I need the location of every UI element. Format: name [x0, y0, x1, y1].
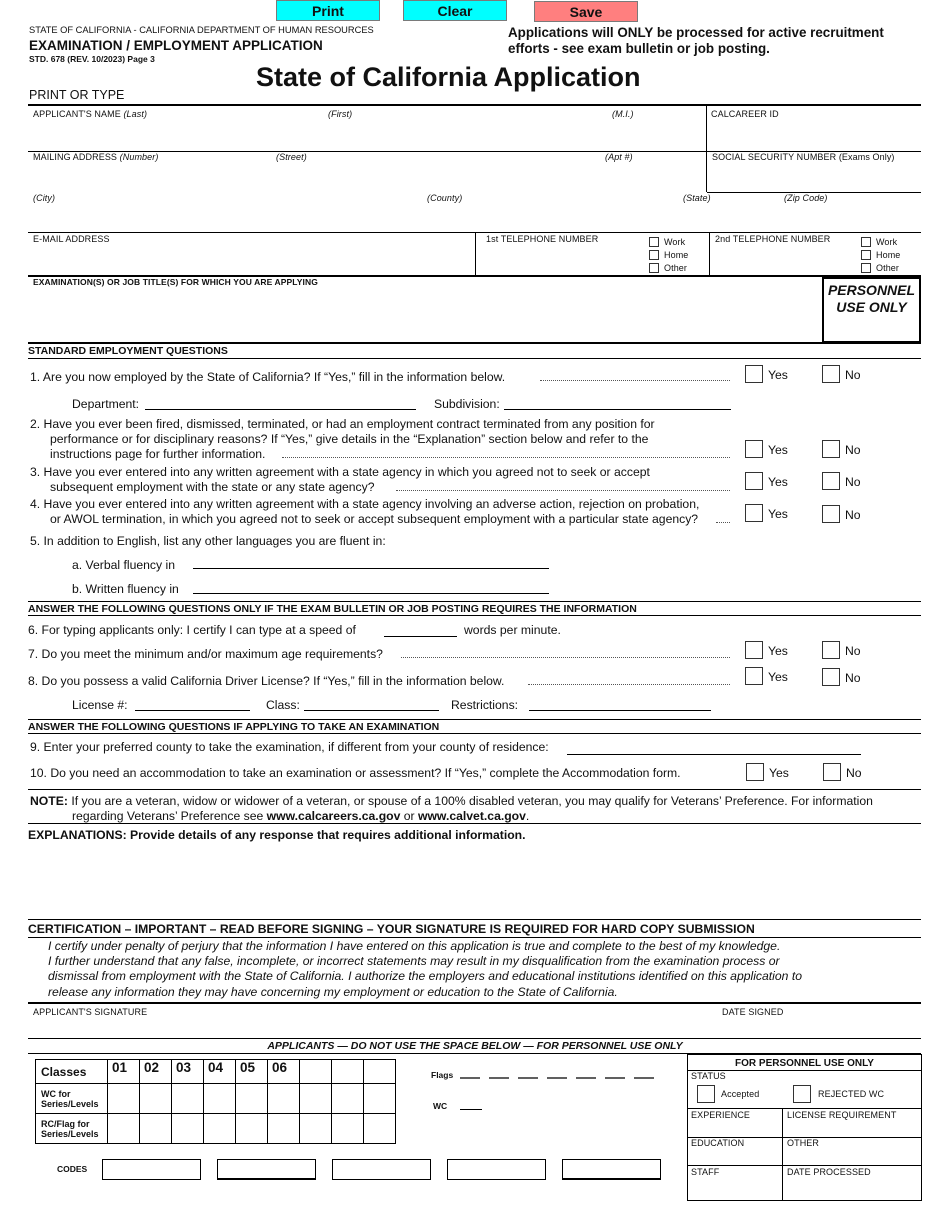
- question-1: 1. Are you now employed by the State of California? If “Yes,” fill in the information below.: [30, 370, 506, 384]
- status-label: STATUS: [691, 1071, 726, 1081]
- calvet-link[interactable]: www.calvet.ca.gov: [417, 809, 526, 823]
- phone2-other-checkbox[interactable]: [861, 263, 871, 273]
- mailing-address-input[interactable]: [30, 165, 704, 189]
- exam-titles-input[interactable]: [30, 290, 820, 338]
- email-label: E-MAIL ADDRESS: [33, 234, 110, 244]
- calcareers-link[interactable]: www.calcareers.ca.gov: [266, 809, 401, 823]
- phone1-other-checkbox[interactable]: [649, 263, 659, 273]
- codes-label: CODES: [57, 1164, 88, 1174]
- rc-flag-label: RC/Flag for Series/Levels: [36, 1114, 108, 1144]
- question-4-line2: or AWOL termination, in which you agreed not to seek or accept subsequent employment with a particular state agency?: [50, 512, 699, 526]
- class-extra-1: [300, 1060, 332, 1084]
- explanations-header: EXPLANATIONS: Provide details of any response that requires additional information.: [28, 828, 526, 842]
- question-6-suffix: words per minute.: [464, 623, 561, 637]
- phone2-work-checkbox[interactable]: [861, 237, 871, 247]
- phone2-input[interactable]: [712, 246, 857, 272]
- county-label: (County): [427, 193, 463, 203]
- staff-label: STAFF: [691, 1167, 720, 1177]
- date-processed-label: DATE PROCESSED: [787, 1167, 871, 1177]
- first-name-label: (First): [328, 109, 353, 119]
- license-number-label: License #:: [72, 698, 128, 712]
- verbal-fluency-input[interactable]: [193, 568, 549, 569]
- q4-no-checkbox[interactable]: [822, 505, 840, 523]
- experience-label: EXPERIENCE: [691, 1110, 751, 1120]
- class-04: 04: [204, 1060, 236, 1084]
- applicant-name-label: APPLICANT'S NAME (Last): [33, 109, 148, 119]
- q8-no-checkbox[interactable]: [822, 668, 840, 686]
- q10-no-label: No: [846, 766, 862, 780]
- email-input[interactable]: [30, 246, 472, 272]
- wc-label: WC: [433, 1101, 448, 1111]
- form-type: EXAMINATION / EMPLOYMENT APPLICATION: [29, 38, 323, 53]
- ssn-input[interactable]: [709, 165, 919, 189]
- page-title: State of California Application: [256, 62, 641, 92]
- q7-no-label: No: [845, 644, 861, 658]
- class-03: 03: [172, 1060, 204, 1084]
- apt-label: (Apt #): [605, 152, 633, 162]
- accepted-label: Accepted: [721, 1089, 760, 1099]
- class-02: 02: [140, 1060, 172, 1084]
- flags-dash-line: [460, 1070, 665, 1080]
- rejected-wc-checkbox[interactable]: [793, 1085, 811, 1103]
- exam-questions-header: ANSWER THE FOLLOWING QUESTIONS IF APPLYING TO TAKE AN EXAMINATION: [28, 721, 440, 733]
- class-extra-3: [364, 1060, 396, 1084]
- phone2-home-label: Home: [876, 250, 901, 260]
- preferred-county-input[interactable]: [567, 754, 861, 755]
- personnel-use-header: FOR PERSONNEL USE ONLY: [735, 1058, 874, 1069]
- bulletin-questions-header: ANSWER THE FOLLOWING QUESTIONS ONLY IF THE EXAM BULLETIN OR JOB POSTING REQUIRES THE INFORMATION: [28, 603, 637, 615]
- q4-no-label: No: [845, 508, 861, 522]
- other-label: OTHER: [787, 1138, 819, 1148]
- q10-no-checkbox[interactable]: [823, 763, 841, 781]
- question-3-line1: 3. Have you ever entered into any written agreement with a state agency in which you agreed not to seek or accept: [30, 465, 650, 479]
- department-label: Department:: [72, 397, 140, 411]
- class-01: 01: [108, 1060, 140, 1084]
- date-signed-input[interactable]: [720, 1018, 920, 1036]
- calcareer-id-input[interactable]: [709, 122, 919, 148]
- phone1-input[interactable]: [478, 246, 644, 272]
- classes-header: Classes: [36, 1060, 108, 1084]
- license-requirement-label: LICENSE REQUIREMENT: [787, 1110, 897, 1120]
- form-number: STD. 678 (REV. 10/2023) Page 3: [29, 54, 155, 64]
- q3-no-checkbox[interactable]: [822, 472, 840, 490]
- q2-yes-label: Yes: [768, 443, 788, 457]
- verbal-fluency-label: a. Verbal fluency in: [72, 558, 175, 572]
- signature-input[interactable]: [30, 1018, 700, 1036]
- signature-label: APPLICANT'S SIGNATURE: [33, 1007, 148, 1017]
- phone2-label: 2nd TELEPHONE NUMBER: [715, 234, 831, 244]
- phone1-work-checkbox[interactable]: [649, 237, 659, 247]
- q10-yes-label: Yes: [769, 766, 789, 780]
- q1-no-checkbox[interactable]: [822, 365, 840, 383]
- classes-table: [35, 1059, 396, 1144]
- written-fluency-label: b. Written fluency in: [72, 582, 179, 596]
- standard-questions-header: STANDARD EMPLOYMENT QUESTIONS: [28, 345, 228, 357]
- middle-initial-label: (M.I.): [612, 109, 634, 119]
- q8-yes-label: Yes: [768, 670, 788, 684]
- q7-no-checkbox[interactable]: [822, 641, 840, 659]
- question-2-line3: instructions page for further information.: [50, 447, 266, 461]
- q7-yes-label: Yes: [768, 644, 788, 658]
- q3-yes-checkbox[interactable]: [745, 472, 763, 490]
- ssn-label: SOCIAL SECURITY NUMBER (Exams Only): [712, 152, 895, 162]
- q2-no-label: No: [845, 443, 861, 457]
- question-7: 7. Do you meet the minimum and/or maximum age requirements?: [28, 647, 383, 661]
- phone1-label: 1st TELEPHONE NUMBER: [486, 234, 599, 244]
- calcareer-id-label: CALCAREER ID: [711, 109, 779, 119]
- flags-label: Flags: [431, 1070, 454, 1080]
- veterans-note-line1: NOTE: If you are a veteran, widow or widower of a veteran, or spouse of a 100% disabled veteran, you may qualify for Veterans’ Preference. For information: [30, 794, 873, 808]
- question-3-line2: subsequent employment with the state or any state agency?: [50, 480, 375, 494]
- question-10: 10. Do you need an accommodation to take an examination or assessment? If “Yes,” complete the Accommodation form.: [30, 766, 681, 780]
- agency-name: STATE OF CALIFORNIA - CALIFORNIA DEPARTMENT OF HUMAN RESOURCES: [29, 25, 374, 35]
- question-8: 8. Do you possess a valid California Driver License? If “Yes,” fill in the information below.: [28, 674, 505, 688]
- license-class-label: Class:: [266, 698, 300, 712]
- phone2-other-label: Other: [876, 263, 900, 273]
- license-number-input[interactable]: [135, 710, 250, 711]
- question-2-line1: 2. Have you ever been fired, dismissed, terminated, or had an employment contract terminated from any position for: [30, 417, 655, 431]
- q7-yes-checkbox[interactable]: [745, 641, 763, 659]
- class-06: 06: [268, 1060, 300, 1084]
- city-county-state-zip-input[interactable]: [30, 205, 919, 229]
- code-box-2[interactable]: [217, 1159, 316, 1180]
- certification-header: CERTIFICATION – IMPORTANT – READ BEFORE SIGNING – YOUR SIGNATURE IS REQUIRED FOR HARD COPY SUBMISSION: [28, 922, 755, 936]
- q1-yes-checkbox[interactable]: [745, 365, 763, 383]
- mailing-address-label: MAILING ADDRESS (Number): [33, 152, 159, 162]
- zip-label: (Zip Code): [784, 193, 828, 203]
- phone1-other-label: Other: [664, 263, 688, 273]
- q1-yes-label: Yes: [768, 368, 788, 382]
- processing-notice: Applications will ONLY be processed for active recruitment efforts - see exam bulletin or job posting.: [508, 25, 884, 56]
- code-box-5[interactable]: [562, 1159, 661, 1180]
- question-4-line1: 4. Have you ever entered into any written agreement with a state agency involving an adverse action, rejection on probation,: [30, 497, 700, 511]
- q1-no-label: No: [845, 368, 861, 382]
- class-extra-2: [332, 1060, 364, 1084]
- question-6: 6. For typing applicants only: I certify I can type at a speed of: [28, 623, 356, 637]
- print-button[interactable]: Print: [276, 0, 380, 21]
- restrictions-label: Restrictions:: [451, 698, 519, 712]
- q2-no-checkbox[interactable]: [822, 440, 840, 458]
- phone1-work-label: Work: [664, 237, 686, 247]
- q10-yes-checkbox[interactable]: [746, 763, 764, 781]
- q2-yes-checkbox[interactable]: [745, 440, 763, 458]
- subdivision-label: Subdivision:: [434, 397, 500, 411]
- question-5: 5. In addition to English, list any other languages you are fluent in:: [30, 534, 386, 548]
- rejected-wc-label: REJECTED WC: [818, 1089, 885, 1099]
- veterans-note-line2: regarding Veterans’ Preference see www.calcareers.ca.gov or www.calvet.ca.gov.: [72, 809, 530, 823]
- written-fluency-input[interactable]: [193, 593, 549, 594]
- save-button[interactable]: Save: [534, 1, 638, 22]
- personnel-use-only-box: PERSONNEL USE ONLY: [822, 277, 921, 343]
- license-class-input[interactable]: [304, 710, 439, 711]
- phone2-home-checkbox[interactable]: [861, 250, 871, 260]
- code-box-1[interactable]: [102, 1159, 201, 1180]
- explanations-input[interactable]: [28, 845, 921, 917]
- subdivision-input[interactable]: [504, 409, 731, 410]
- code-box-3[interactable]: [332, 1159, 431, 1180]
- question-9: 9. Enter your preferred county to take the examination, if different from your county of residence:: [30, 740, 549, 754]
- phone1-home-label: Home: [664, 250, 689, 260]
- accepted-checkbox[interactable]: [697, 1085, 715, 1103]
- clear-button[interactable]: Clear: [403, 0, 507, 21]
- city-label: (City): [33, 193, 56, 203]
- street-label: (Street): [276, 152, 307, 162]
- certification-text: I certify under penalty of perjury that the information I have entered on this application is true and complete to the best of my knowledge. I further understand that any false, incomplete, or incorrect statements may result in my disqualification from the examination process or dismissal from employment with the State of California. I authorize the employers and educational institutions identified on this application to release any information they may have concerning my employment or education to the State of California.: [48, 939, 802, 999]
- exam-titles-label: EXAMINATION(S) OR JOB TITLE(S) FOR WHICH YOU ARE APPLYING: [33, 277, 318, 287]
- q4-yes-checkbox[interactable]: [745, 504, 763, 522]
- code-box-4[interactable]: [447, 1159, 546, 1180]
- restrictions-input[interactable]: [529, 710, 711, 711]
- print-or-type: PRINT OR TYPE: [29, 88, 125, 102]
- education-label: EDUCATION: [691, 1138, 745, 1148]
- q3-yes-label: Yes: [768, 475, 788, 489]
- state-label: (State): [683, 193, 711, 203]
- class-05: 05: [236, 1060, 268, 1084]
- q8-no-label: No: [845, 671, 861, 685]
- date-signed-label: DATE SIGNED: [722, 1007, 784, 1017]
- wc-series-label: WC for Series/Levels: [36, 1084, 108, 1114]
- question-2-line2: performance or for disciplinary reasons? If “Yes,” give details in the “Explanation” section below and refer to the: [50, 432, 649, 446]
- phone2-work-label: Work: [876, 237, 898, 247]
- q8-yes-checkbox[interactable]: [745, 667, 763, 685]
- typing-speed-input[interactable]: [384, 636, 457, 637]
- phone1-home-checkbox[interactable]: [649, 250, 659, 260]
- applicant-name-input[interactable]: [30, 122, 704, 148]
- q4-yes-label: Yes: [768, 507, 788, 521]
- q3-no-label: No: [845, 475, 861, 489]
- personnel-banner: APPLICANTS — DO NOT USE THE SPACE BELOW — FOR PERSONNEL USE ONLY: [267, 1040, 683, 1052]
- department-input[interactable]: [145, 409, 416, 410]
